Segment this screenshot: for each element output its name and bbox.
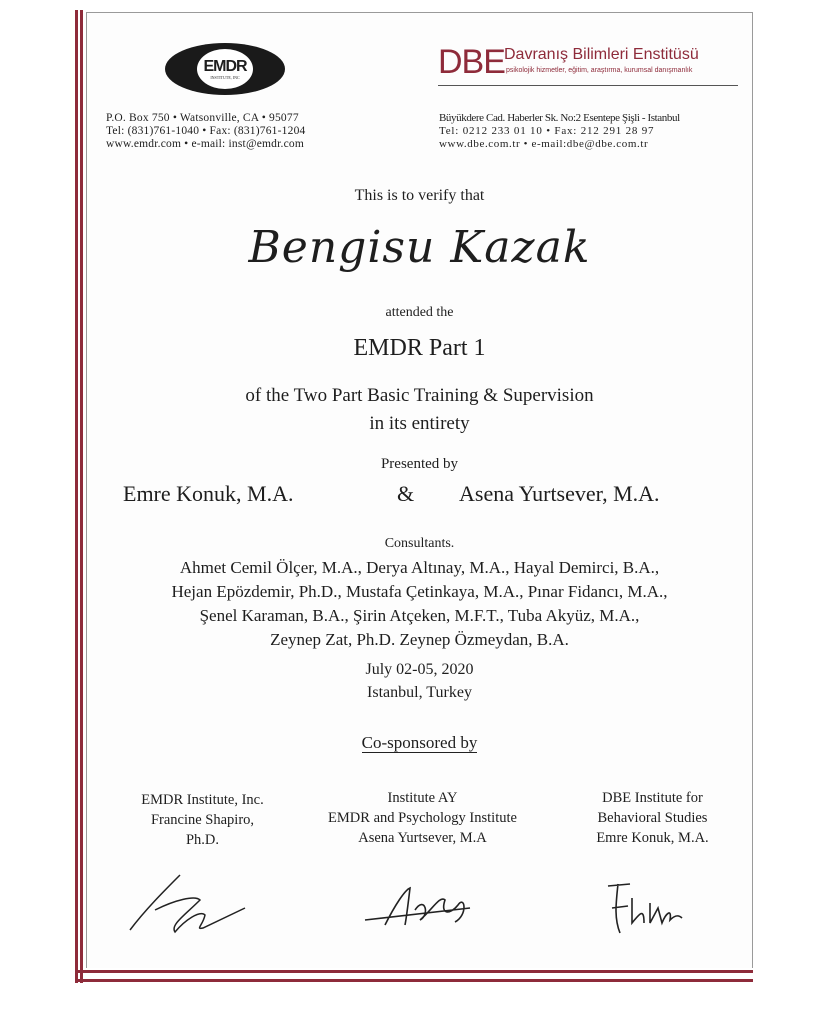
emdr-logo-text: EMDR (203, 57, 247, 75)
signature-shapiro (125, 870, 255, 940)
address-line: www.dbe.com.tr • e-mail:dbe@dbe.com.tr (439, 138, 649, 150)
dbe-tagline: psikolojik hizmetler, eğitim, araştırma, kurumsal danışmanlık (506, 67, 693, 74)
course-description: in its entirety (369, 413, 470, 434)
address-line: Tel: 0212 233 01 10 • Fax: 212 291 28 97 (439, 125, 655, 137)
sponsor-line: Behavioral Studies (597, 810, 708, 826)
recipient-name: Bengisu Kazak (248, 222, 591, 273)
address-line: Büyükdere Cad. Haberler Sk. No:2 Esentepe Şişli - Istanbul (439, 112, 680, 124)
address-line: P.O. Box 750 • Watsonville, CA • 95077 (106, 112, 299, 124)
address-line: Tel: (831)761-1040 • Fax: (831)761-1204 (106, 125, 306, 137)
cosponsored-label (86, 733, 753, 753)
consultants-line: Şenel Karaman, B.A., Şirin Atçeken, M.F.T., Tuba Akyüz, M.A., (199, 606, 640, 625)
consultants-line: Hejan Epözdemir, Ph.D., Mustafa Çetinkaya, M.A., Pınar Fidancı, M.A., (171, 582, 668, 601)
sponsor-institute-ay (300, 788, 545, 848)
course-description: of the Two Part Basic Training & Supervision (245, 385, 594, 406)
address-line: www.emdr.com • e-mail: inst@emdr.com (106, 138, 305, 150)
consultants-list (86, 556, 753, 652)
sponsor-line: Ph.D. (185, 832, 220, 848)
consultants-line: Zeynep Zat, Ph.D. Zeynep Özmeydan, B.A. (270, 630, 569, 649)
border-line (80, 10, 83, 983)
border-line (75, 10, 78, 983)
course-title: EMDR Part 1 (353, 335, 486, 361)
consultants-label: Consultants. (384, 536, 455, 551)
presented-by-label: Presented by (380, 456, 459, 472)
sponsor-line: Institute AY (387, 790, 458, 806)
border-line (75, 979, 753, 982)
event-location: Istanbul, Turkey (367, 684, 472, 701)
sponsor-line: Francine Shapiro, (150, 812, 255, 828)
sponsor-line: EMDR Institute, Inc. (141, 792, 264, 808)
sponsor-line: Emre Konuk, M.A. (596, 830, 709, 846)
emdr-logo (165, 43, 285, 95)
event-date: July 02-05, 2020 (365, 661, 474, 678)
sponsor-emdr-institute (115, 790, 290, 850)
signature-yurtsever (360, 880, 480, 935)
sponsor-line: DBE Institute for (602, 790, 703, 806)
border-line (75, 970, 753, 973)
sponsor-line: EMDR and Psychology Institute (328, 810, 517, 826)
consultants-line: Ahmet Cemil Ölçer, M.A., Derya Altınay, M.A., Hayal Demirci, B.A., (179, 558, 660, 577)
sponsor-dbe-institute (560, 788, 745, 848)
signature-konuk (600, 878, 690, 938)
ampersand: & (397, 481, 415, 506)
presenter-name: Asena Yurtsever, M.A. (459, 481, 660, 506)
verify-text: This is to verify that (354, 187, 485, 204)
sponsor-line: Asena Yurtsever, M.A (358, 830, 487, 846)
emdr-address (106, 112, 305, 151)
attended-text: attended the (385, 305, 454, 320)
cosponsored-text: Co-sponsored by (361, 733, 478, 752)
dbe-logo-text: DBE (438, 43, 505, 81)
dbe-name: Davranış Bilimleri Enstitüsü (504, 46, 699, 63)
presenter-name: Emre Konuk, M.A. (123, 481, 294, 506)
dbe-address (439, 112, 680, 151)
emdr-logo-sub: INSTITUTE, INC (210, 74, 240, 80)
dbe-logo (438, 44, 738, 86)
